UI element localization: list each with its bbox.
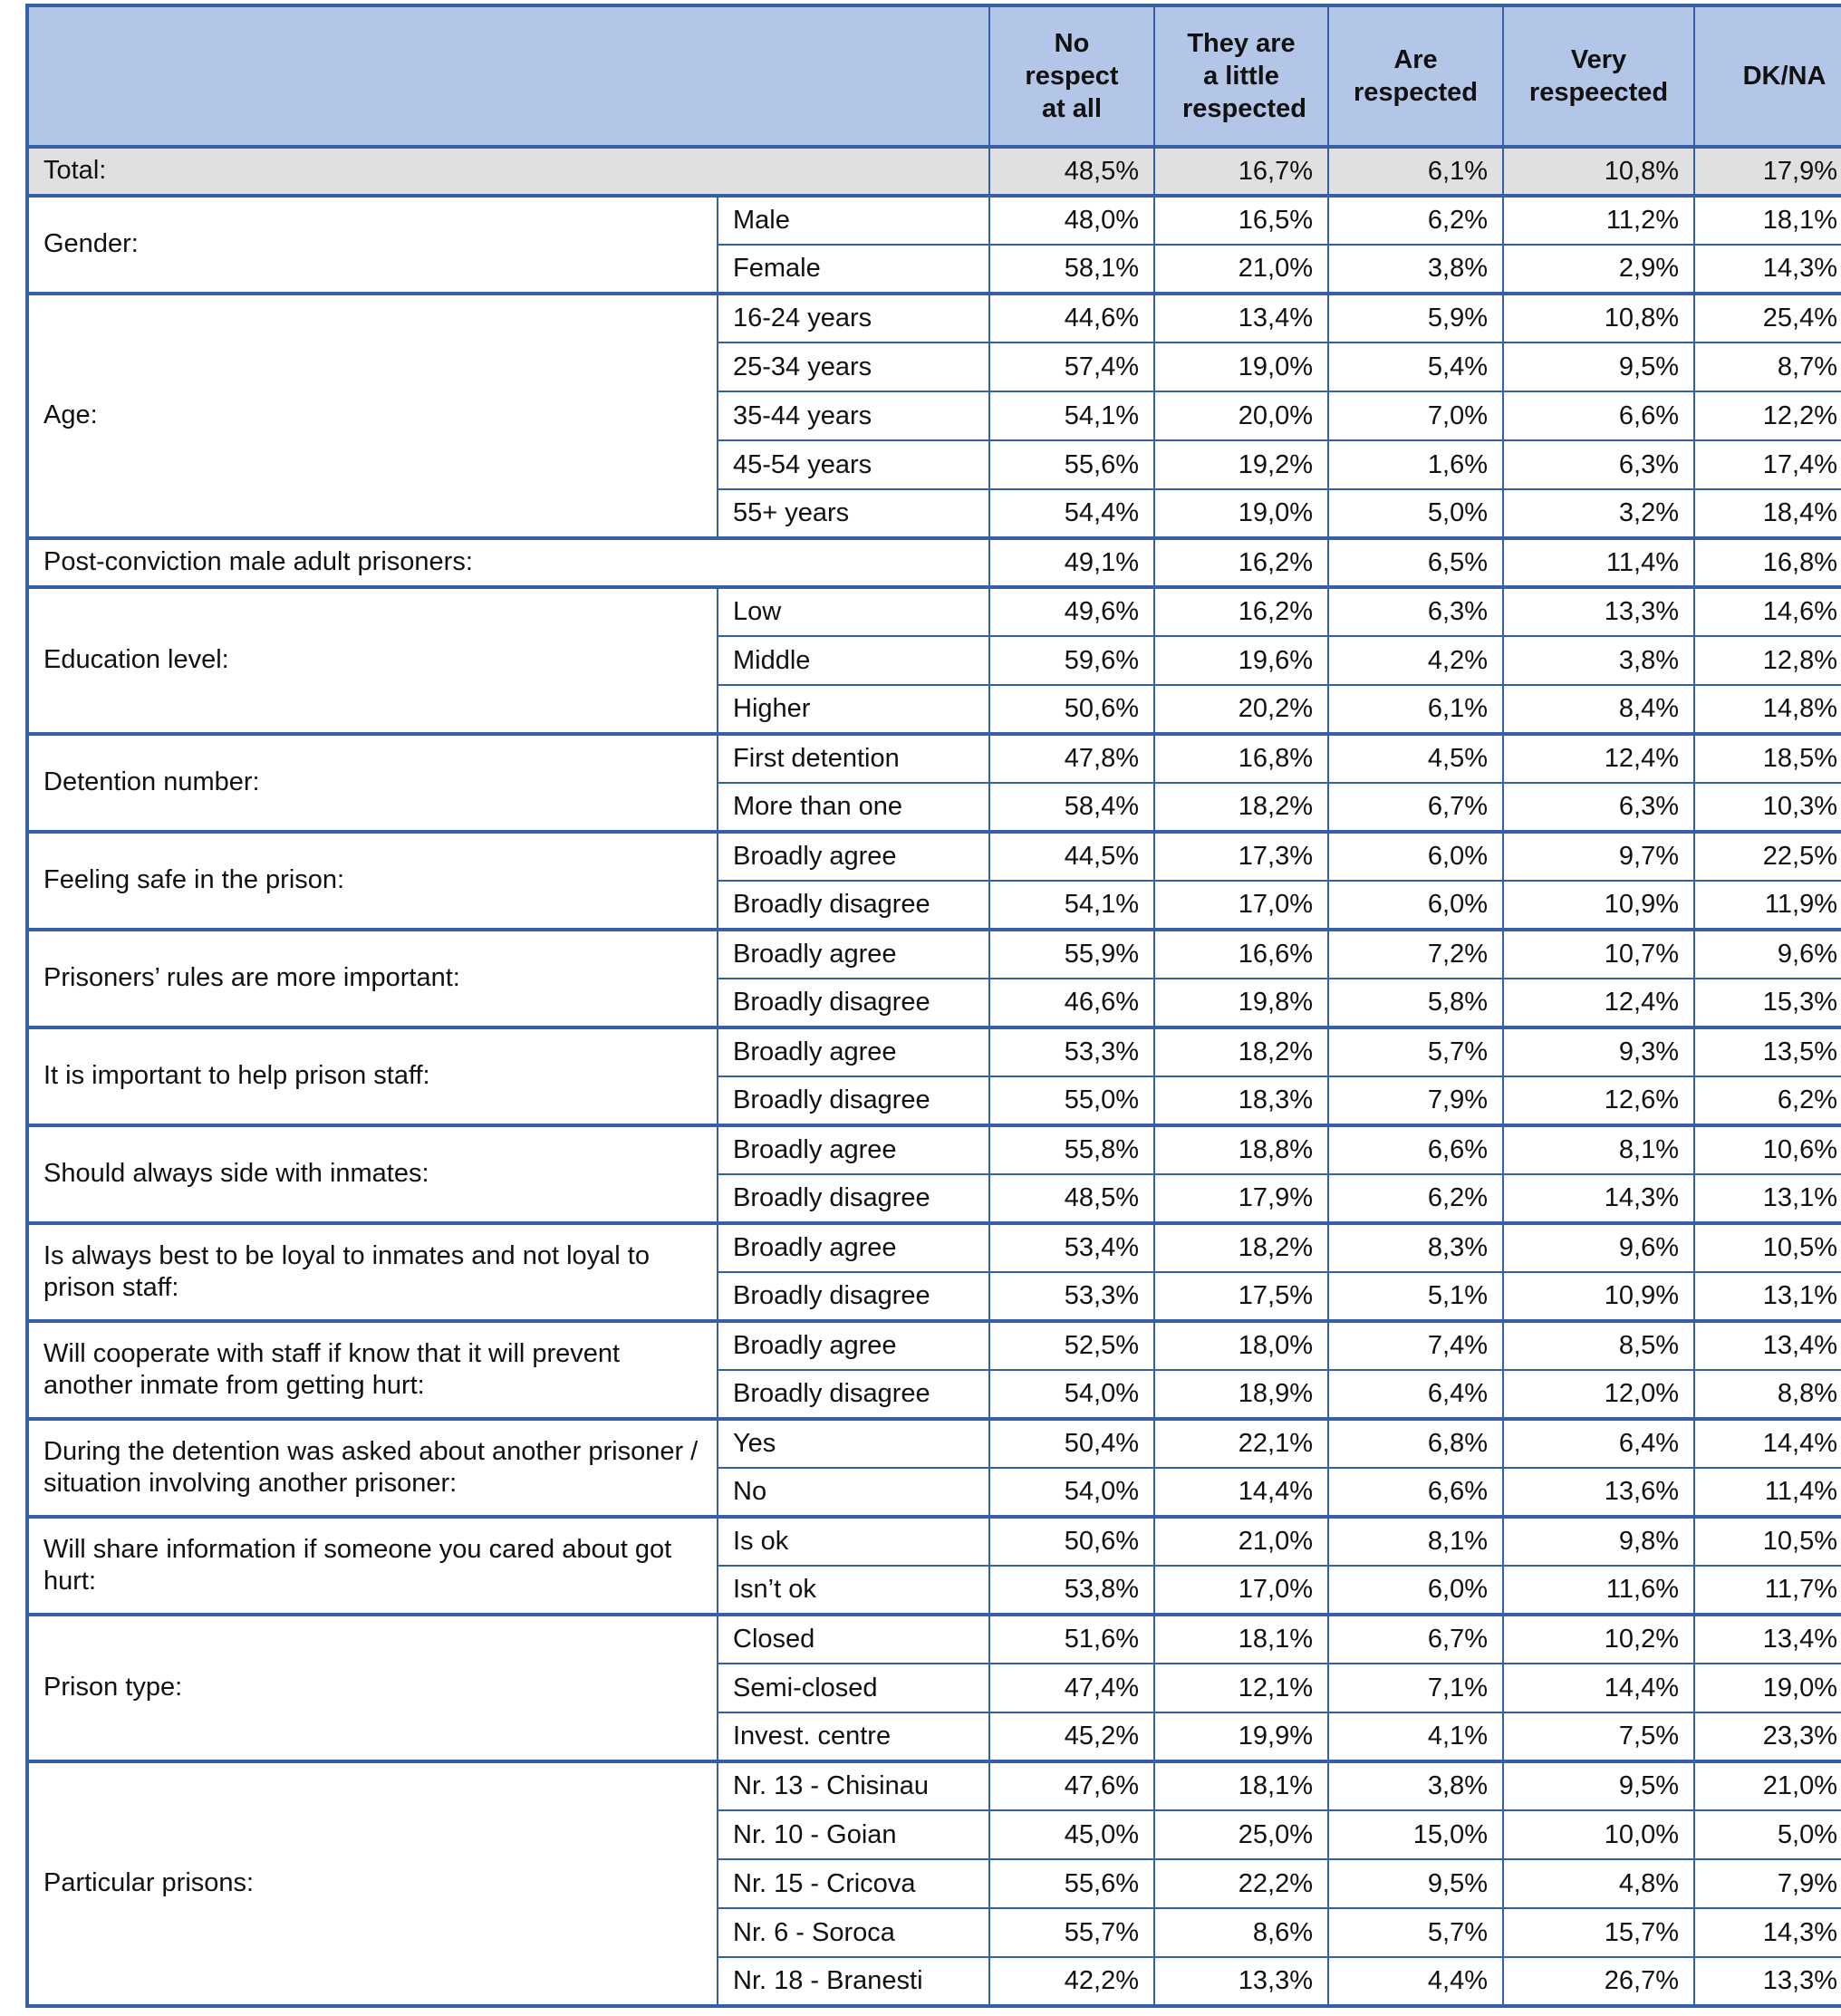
- row-label: Total:: [27, 147, 989, 196]
- value-cell: 45,2%: [989, 1712, 1154, 1761]
- value-cell: 44,6%: [989, 294, 1154, 342]
- value-cell: 9,6%: [1503, 1223, 1694, 1272]
- value-cell: 11,4%: [1694, 1468, 1841, 1517]
- value-cell: 5,0%: [1694, 1810, 1841, 1859]
- value-cell: 18,2%: [1154, 783, 1328, 832]
- value-cell: 18,9%: [1154, 1370, 1328, 1419]
- value-cell: 9,6%: [1694, 930, 1841, 979]
- value-cell: 19,0%: [1154, 342, 1328, 391]
- value-cell: 17,4%: [1694, 440, 1841, 489]
- value-cell: 16,2%: [1154, 538, 1328, 587]
- subcategory-cell: Broadly disagree: [718, 1076, 989, 1125]
- value-cell: 10,8%: [1503, 147, 1694, 196]
- value-cell: 14,4%: [1503, 1664, 1694, 1712]
- subcategory-cell: Broadly disagree: [718, 881, 989, 930]
- value-cell: 21,0%: [1154, 245, 1328, 294]
- value-cell: 12,8%: [1694, 636, 1841, 685]
- value-cell: 7,9%: [1694, 1859, 1841, 1908]
- table-row: [27, 1615, 1841, 1664]
- value-cell: 7,4%: [1328, 1321, 1503, 1370]
- value-cell: 6,1%: [1328, 685, 1503, 734]
- subcategory-cell: 35-44 years: [718, 391, 989, 440]
- value-cell: 9,5%: [1503, 1761, 1694, 1810]
- value-cell: 6,1%: [1328, 147, 1503, 196]
- value-cell: 11,2%: [1503, 196, 1694, 245]
- value-cell: 8,5%: [1503, 1321, 1694, 1370]
- subcategory-cell: Isn’t ok: [718, 1566, 989, 1615]
- value-cell: 12,4%: [1503, 734, 1694, 783]
- header-corner-cell: [27, 5, 989, 147]
- group-label: It is important to help prison staff:: [27, 1027, 718, 1125]
- value-cell: 55,6%: [989, 440, 1154, 489]
- value-cell: 48,0%: [989, 196, 1154, 245]
- table-header: [27, 5, 1841, 147]
- table-row: [27, 1761, 1841, 1810]
- value-cell: 12,4%: [1503, 979, 1694, 1027]
- value-cell: 55,8%: [989, 1125, 1154, 1174]
- value-cell: 18,2%: [1154, 1223, 1328, 1272]
- group-label: Is always best to be loyal to inmates and not loyal to prison staff:: [27, 1223, 718, 1321]
- value-cell: 13,3%: [1694, 1957, 1841, 2006]
- value-cell: 51,6%: [989, 1615, 1154, 1664]
- value-cell: 18,8%: [1154, 1125, 1328, 1174]
- table-row: [27, 587, 1841, 636]
- value-cell: 19,9%: [1154, 1712, 1328, 1761]
- value-cell: 48,5%: [989, 1174, 1154, 1223]
- value-cell: 15,3%: [1694, 979, 1841, 1027]
- value-cell: 7,9%: [1328, 1076, 1503, 1125]
- value-cell: 18,5%: [1694, 734, 1841, 783]
- value-cell: 11,6%: [1503, 1566, 1694, 1615]
- value-cell: 53,8%: [989, 1566, 1154, 1615]
- subcategory-cell: Broadly agree: [718, 1321, 989, 1370]
- value-cell: 10,0%: [1503, 1810, 1694, 1859]
- subcategory-cell: Invest. centre: [718, 1712, 989, 1761]
- value-cell: 5,8%: [1328, 979, 1503, 1027]
- table-row: [27, 930, 1841, 979]
- value-cell: 17,3%: [1154, 832, 1328, 881]
- value-cell: 7,2%: [1328, 930, 1503, 979]
- value-cell: 54,0%: [989, 1468, 1154, 1517]
- value-cell: 52,5%: [989, 1321, 1154, 1370]
- group-label: Will cooperate with staff if know that it will prevent another inmate from getting hurt:: [27, 1321, 718, 1419]
- value-cell: 20,0%: [1154, 391, 1328, 440]
- table-row: [27, 1321, 1841, 1370]
- value-cell: 13,4%: [1694, 1321, 1841, 1370]
- value-cell: 17,5%: [1154, 1272, 1328, 1321]
- subcategory-cell: Closed: [718, 1615, 989, 1664]
- group-label: Particular prisons:: [27, 1761, 718, 2006]
- value-cell: 6,6%: [1328, 1468, 1503, 1517]
- value-cell: 4,1%: [1328, 1712, 1503, 1761]
- value-cell: 13,6%: [1503, 1468, 1694, 1517]
- value-cell: 17,9%: [1154, 1174, 1328, 1223]
- table-row: [27, 294, 1841, 342]
- table-row: [27, 1419, 1841, 1468]
- subcategory-cell: Yes: [718, 1419, 989, 1468]
- value-cell: 8,1%: [1328, 1517, 1503, 1566]
- value-cell: 9,7%: [1503, 832, 1694, 881]
- value-cell: 21,0%: [1154, 1517, 1328, 1566]
- table-row: [27, 1125, 1841, 1174]
- value-cell: 55,9%: [989, 930, 1154, 979]
- value-cell: 19,6%: [1154, 636, 1328, 685]
- value-cell: 6,5%: [1328, 538, 1503, 587]
- header-a-little-respected: They are a little respected: [1154, 5, 1328, 147]
- value-cell: 21,0%: [1694, 1761, 1841, 1810]
- header-dk-na: DK/NA: [1694, 5, 1841, 147]
- value-cell: 5,7%: [1328, 1908, 1503, 1957]
- value-cell: 14,4%: [1694, 1419, 1841, 1468]
- value-cell: 13,3%: [1503, 587, 1694, 636]
- value-cell: 5,7%: [1328, 1027, 1503, 1076]
- value-cell: 53,3%: [989, 1027, 1154, 1076]
- value-cell: 10,5%: [1694, 1223, 1841, 1272]
- value-cell: 6,0%: [1328, 832, 1503, 881]
- value-cell: 6,2%: [1328, 196, 1503, 245]
- value-cell: 55,6%: [989, 1859, 1154, 1908]
- value-cell: 7,1%: [1328, 1664, 1503, 1712]
- value-cell: 19,2%: [1154, 440, 1328, 489]
- value-cell: 14,3%: [1694, 245, 1841, 294]
- value-cell: 11,4%: [1503, 538, 1694, 587]
- value-cell: 9,5%: [1503, 342, 1694, 391]
- header-are-respected: Are respected: [1328, 5, 1503, 147]
- value-cell: 16,7%: [1154, 147, 1328, 196]
- value-cell: 14,3%: [1694, 1908, 1841, 1957]
- survey-results-table-wrap: [25, 4, 1841, 2008]
- value-cell: 14,6%: [1694, 587, 1841, 636]
- value-cell: 22,1%: [1154, 1419, 1328, 1468]
- value-cell: 10,7%: [1503, 930, 1694, 979]
- value-cell: 3,8%: [1328, 1761, 1503, 1810]
- header-no-respect-at-all: No respect at all: [989, 5, 1154, 147]
- table-row: [27, 196, 1841, 245]
- value-cell: 6,6%: [1503, 391, 1694, 440]
- group-label: Age:: [27, 294, 718, 538]
- value-cell: 10,8%: [1503, 294, 1694, 342]
- subcategory-cell: Broadly agree: [718, 930, 989, 979]
- group-label: During the detention was asked about another prisoner / situation involving another prisoner:: [27, 1419, 718, 1517]
- value-cell: 13,4%: [1694, 1615, 1841, 1664]
- value-cell: 8,3%: [1328, 1223, 1503, 1272]
- table-row: [27, 1223, 1841, 1272]
- subcategory-cell: 16-24 years: [718, 294, 989, 342]
- subcategory-cell: 25-34 years: [718, 342, 989, 391]
- table-row: [27, 538, 1841, 587]
- value-cell: 14,8%: [1694, 685, 1841, 734]
- subcategory-cell: Nr. 6 - Soroca: [718, 1908, 989, 1957]
- value-cell: 53,4%: [989, 1223, 1154, 1272]
- value-cell: 58,1%: [989, 245, 1154, 294]
- value-cell: 6,3%: [1328, 587, 1503, 636]
- value-cell: 1,6%: [1328, 440, 1503, 489]
- value-cell: 23,3%: [1694, 1712, 1841, 1761]
- value-cell: 5,4%: [1328, 342, 1503, 391]
- subcategory-cell: Broadly disagree: [718, 979, 989, 1027]
- group-label: Should always side with inmates:: [27, 1125, 718, 1223]
- value-cell: 17,0%: [1154, 1566, 1328, 1615]
- value-cell: 16,5%: [1154, 196, 1328, 245]
- value-cell: 13,4%: [1154, 294, 1328, 342]
- value-cell: 6,6%: [1328, 1125, 1503, 1174]
- value-cell: 10,3%: [1694, 783, 1841, 832]
- group-label: Gender:: [27, 196, 718, 294]
- value-cell: 12,6%: [1503, 1076, 1694, 1125]
- subcategory-cell: Broadly agree: [718, 1125, 989, 1174]
- value-cell: 54,1%: [989, 881, 1154, 930]
- value-cell: 12,0%: [1503, 1370, 1694, 1419]
- value-cell: 26,7%: [1503, 1957, 1694, 2006]
- value-cell: 8,1%: [1503, 1125, 1694, 1174]
- value-cell: 3,2%: [1503, 489, 1694, 538]
- value-cell: 19,0%: [1694, 1664, 1841, 1712]
- value-cell: 9,5%: [1328, 1859, 1503, 1908]
- value-cell: 5,9%: [1328, 294, 1503, 342]
- value-cell: 22,5%: [1694, 832, 1841, 881]
- group-label: Detention number:: [27, 734, 718, 832]
- value-cell: 10,5%: [1694, 1517, 1841, 1566]
- value-cell: 6,2%: [1328, 1174, 1503, 1223]
- value-cell: 17,9%: [1694, 147, 1841, 196]
- value-cell: 14,4%: [1154, 1468, 1328, 1517]
- value-cell: 4,4%: [1328, 1957, 1503, 2006]
- value-cell: 10,6%: [1694, 1125, 1841, 1174]
- group-label: Education level:: [27, 587, 718, 734]
- value-cell: 4,5%: [1328, 734, 1503, 783]
- value-cell: 13,1%: [1694, 1174, 1841, 1223]
- value-cell: 19,8%: [1154, 979, 1328, 1027]
- value-cell: 18,4%: [1694, 489, 1841, 538]
- subcategory-cell: Is ok: [718, 1517, 989, 1566]
- value-cell: 57,4%: [989, 342, 1154, 391]
- value-cell: 6,8%: [1328, 1419, 1503, 1468]
- subcategory-cell: More than one: [718, 783, 989, 832]
- respect-survey-table: [25, 4, 1841, 2008]
- header-row: [27, 5, 1841, 147]
- value-cell: 5,1%: [1328, 1272, 1503, 1321]
- group-label: Prison type:: [27, 1615, 718, 1761]
- value-cell: 9,8%: [1503, 1517, 1694, 1566]
- value-cell: 20,2%: [1154, 685, 1328, 734]
- subcategory-cell: Broadly disagree: [718, 1370, 989, 1419]
- value-cell: 9,3%: [1503, 1027, 1694, 1076]
- header-very-respected: Very respeected: [1503, 5, 1694, 147]
- value-cell: 48,5%: [989, 147, 1154, 196]
- value-cell: 11,7%: [1694, 1566, 1841, 1615]
- subcategory-cell: 45-54 years: [718, 440, 989, 489]
- value-cell: 15,7%: [1503, 1908, 1694, 1957]
- subcategory-cell: Female: [718, 245, 989, 294]
- value-cell: 50,6%: [989, 1517, 1154, 1566]
- value-cell: 25,4%: [1694, 294, 1841, 342]
- value-cell: 6,0%: [1328, 1566, 1503, 1615]
- value-cell: 18,1%: [1154, 1761, 1328, 1810]
- value-cell: 44,5%: [989, 832, 1154, 881]
- subcategory-cell: Broadly disagree: [718, 1272, 989, 1321]
- table-row: [27, 734, 1841, 783]
- value-cell: 12,2%: [1694, 391, 1841, 440]
- group-label: Feeling safe in the prison:: [27, 832, 718, 930]
- group-label: Prisoners’ rules are more important:: [27, 930, 718, 1027]
- subcategory-cell: 55+ years: [718, 489, 989, 538]
- value-cell: 45,0%: [989, 1810, 1154, 1859]
- value-cell: 53,3%: [989, 1272, 1154, 1321]
- subcategory-cell: Broadly agree: [718, 1223, 989, 1272]
- value-cell: 54,0%: [989, 1370, 1154, 1419]
- value-cell: 47,8%: [989, 734, 1154, 783]
- value-cell: 6,3%: [1503, 783, 1694, 832]
- subcategory-cell: Semi-closed: [718, 1664, 989, 1712]
- subcategory-cell: Nr. 10 - Goian: [718, 1810, 989, 1859]
- subcategory-cell: Higher: [718, 685, 989, 734]
- value-cell: 13,5%: [1694, 1027, 1841, 1076]
- subcategory-cell: Nr. 13 - Chisinau: [718, 1761, 989, 1810]
- value-cell: 18,1%: [1154, 1615, 1328, 1664]
- value-cell: 46,6%: [989, 979, 1154, 1027]
- value-cell: 16,8%: [1694, 538, 1841, 587]
- subcategory-cell: Broadly disagree: [718, 1174, 989, 1223]
- value-cell: 10,9%: [1503, 1272, 1694, 1321]
- value-cell: 14,3%: [1503, 1174, 1694, 1223]
- subcategory-cell: Nr. 15 - Cricova: [718, 1859, 989, 1908]
- table-row: [27, 1517, 1841, 1566]
- value-cell: 4,8%: [1503, 1859, 1694, 1908]
- value-cell: 55,0%: [989, 1076, 1154, 1125]
- value-cell: 47,4%: [989, 1664, 1154, 1712]
- value-cell: 10,2%: [1503, 1615, 1694, 1664]
- subcategory-cell: First detention: [718, 734, 989, 783]
- value-cell: 54,4%: [989, 489, 1154, 538]
- table-row: [27, 1027, 1841, 1076]
- value-cell: 47,6%: [989, 1761, 1154, 1810]
- table-row: [27, 832, 1841, 881]
- value-cell: 25,0%: [1154, 1810, 1328, 1859]
- value-cell: 55,7%: [989, 1908, 1154, 1957]
- value-cell: 6,4%: [1328, 1370, 1503, 1419]
- value-cell: 2,9%: [1503, 245, 1694, 294]
- value-cell: 50,4%: [989, 1419, 1154, 1468]
- value-cell: 6,2%: [1694, 1076, 1841, 1125]
- value-cell: 42,2%: [989, 1957, 1154, 2006]
- subcategory-cell: Nr. 18 - Branesti: [718, 1957, 989, 2006]
- value-cell: 6,7%: [1328, 1615, 1503, 1664]
- value-cell: 7,5%: [1503, 1712, 1694, 1761]
- subcategory-cell: No: [718, 1468, 989, 1517]
- value-cell: 50,6%: [989, 685, 1154, 734]
- value-cell: 49,6%: [989, 587, 1154, 636]
- value-cell: 12,1%: [1154, 1664, 1328, 1712]
- value-cell: 8,6%: [1154, 1908, 1328, 1957]
- value-cell: 49,1%: [989, 538, 1154, 587]
- subcategory-cell: Low: [718, 587, 989, 636]
- value-cell: 8,8%: [1694, 1370, 1841, 1419]
- value-cell: 16,2%: [1154, 587, 1328, 636]
- value-cell: 18,2%: [1154, 1027, 1328, 1076]
- value-cell: 6,4%: [1503, 1419, 1694, 1468]
- subcategory-cell: Broadly agree: [718, 832, 989, 881]
- value-cell: 16,8%: [1154, 734, 1328, 783]
- value-cell: 8,4%: [1503, 685, 1694, 734]
- value-cell: 18,0%: [1154, 1321, 1328, 1370]
- value-cell: 54,1%: [989, 391, 1154, 440]
- value-cell: 18,3%: [1154, 1076, 1328, 1125]
- value-cell: 17,0%: [1154, 881, 1328, 930]
- value-cell: 4,2%: [1328, 636, 1503, 685]
- value-cell: 58,4%: [989, 783, 1154, 832]
- table-row: [27, 147, 1841, 196]
- group-label: Will share information if someone you cared about got hurt:: [27, 1517, 718, 1615]
- value-cell: 5,0%: [1328, 489, 1503, 538]
- value-cell: 3,8%: [1328, 245, 1503, 294]
- value-cell: 7,0%: [1328, 391, 1503, 440]
- value-cell: 8,7%: [1694, 342, 1841, 391]
- subcategory-cell: Middle: [718, 636, 989, 685]
- row-label: Post-conviction male adult prisoners:: [27, 538, 989, 587]
- value-cell: 3,8%: [1503, 636, 1694, 685]
- value-cell: 15,0%: [1328, 1810, 1503, 1859]
- subcategory-cell: Male: [718, 196, 989, 245]
- value-cell: 59,6%: [989, 636, 1154, 685]
- value-cell: 22,2%: [1154, 1859, 1328, 1908]
- value-cell: 13,3%: [1154, 1957, 1328, 2006]
- value-cell: 6,7%: [1328, 783, 1503, 832]
- value-cell: 6,3%: [1503, 440, 1694, 489]
- table-body: [27, 147, 1841, 2006]
- value-cell: 18,1%: [1694, 196, 1841, 245]
- value-cell: 13,1%: [1694, 1272, 1841, 1321]
- value-cell: 6,0%: [1328, 881, 1503, 930]
- value-cell: 11,9%: [1694, 881, 1841, 930]
- subcategory-cell: Broadly agree: [718, 1027, 989, 1076]
- value-cell: 19,0%: [1154, 489, 1328, 538]
- value-cell: 10,9%: [1503, 881, 1694, 930]
- value-cell: 16,6%: [1154, 930, 1328, 979]
